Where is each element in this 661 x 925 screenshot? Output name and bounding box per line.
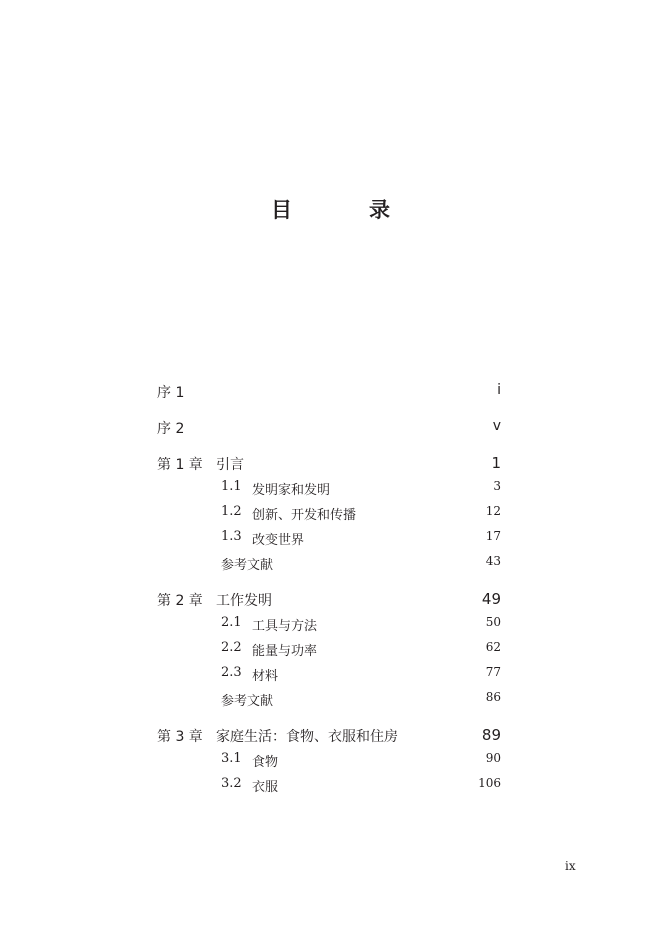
toc-entry-title: 序 1 — [157, 385, 185, 401]
toc-entry-page: v — [492, 418, 501, 434]
section-title: 食物 — [252, 755, 279, 770]
section-number: 2.1 — [221, 615, 242, 630]
chapter-title: 工作发明 — [216, 593, 272, 609]
toc-entry-page: 49 — [481, 590, 501, 608]
toc-entry-page: 1 — [491, 454, 501, 472]
references-title: 参考文献 — [221, 558, 274, 573]
section-title: 工具与方法 — [252, 619, 318, 634]
section-number: 1.1 — [221, 479, 242, 494]
toc-entry-page: i — [497, 382, 501, 398]
toc-entry-page: 89 — [481, 726, 501, 744]
references-title: 参考文献 — [221, 694, 274, 709]
chapter-title: 家庭生活：食物、衣服和住房 — [216, 729, 398, 745]
section-title: 衣服 — [252, 780, 279, 795]
toc-entry-page: 86 — [485, 690, 501, 704]
toc-entry-page: 43 — [485, 554, 501, 568]
toc-entry-page: 50 — [485, 615, 501, 629]
toc-entry-page: 12 — [485, 504, 501, 518]
toc-entry-page: 3 — [493, 479, 501, 493]
page-title: 目 录 — [271, 198, 418, 222]
section-number: 1.2 — [221, 504, 242, 519]
section-title: 改变世界 — [252, 533, 305, 548]
toc-entry-page: 17 — [485, 529, 501, 543]
section-title: 创新、开发和传播 — [252, 508, 357, 523]
section-title: 发明家和发明 — [252, 483, 331, 498]
chapter-number: 第 1 章 — [157, 457, 203, 473]
section-number: 1.3 — [221, 529, 242, 544]
section-title: 材料 — [252, 669, 279, 684]
section-title: 能量与功率 — [252, 644, 318, 659]
toc-entry-page: 90 — [485, 751, 501, 765]
toc-entry-page: 77 — [485, 665, 501, 679]
toc-entry-page: 62 — [485, 640, 501, 654]
section-number: 2.3 — [221, 665, 242, 680]
chapter-title: 引言 — [216, 457, 244, 473]
section-number: 2.2 — [221, 640, 242, 655]
section-number: 3.1 — [221, 751, 242, 766]
toc-entry-title: 序 2 — [157, 421, 185, 437]
section-number: 3.2 — [221, 776, 242, 791]
chapter-number: 第 2 章 — [157, 593, 203, 609]
chapter-number: 第 3 章 — [157, 729, 203, 745]
toc-entry-page: 106 — [478, 776, 501, 790]
page-number: ix — [565, 859, 576, 873]
